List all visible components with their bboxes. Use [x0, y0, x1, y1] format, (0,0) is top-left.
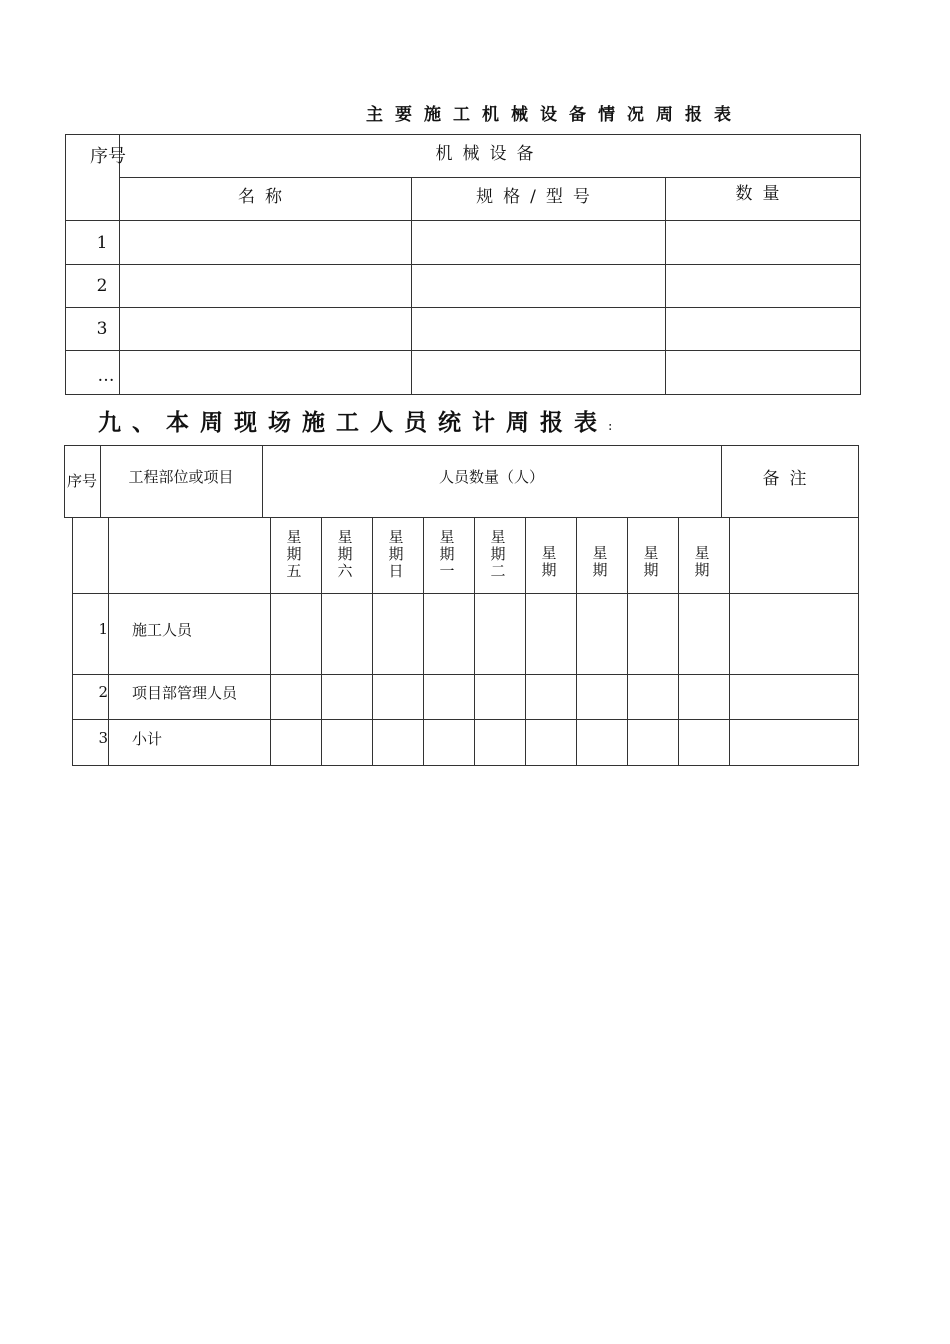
col-seq-header: 序号 — [66, 472, 97, 490]
day-header: 星期五 — [286, 528, 302, 580]
table1-title: 主要施工机械设备情况周报表 — [366, 105, 743, 125]
day-header: 星期日 — [388, 528, 404, 580]
col-qty-header: 数量 — [735, 183, 790, 204]
machinery-group-header: 机械设备 — [435, 143, 544, 164]
row-seq: 2 — [96, 276, 108, 296]
row-seq: 2 — [98, 683, 108, 701]
col-project-header: 工程部位或项目 — [128, 467, 234, 486]
row-name: 项目部管理人员 — [132, 683, 238, 702]
section-heading-text: 九、本周现场施工人员统计周报表 — [98, 409, 608, 436]
day-header: 星期 — [592, 544, 608, 579]
col-spec-header: 规格/型号 — [476, 186, 600, 207]
row-seq: 3 — [96, 319, 108, 339]
col-seq-header: 序号 — [90, 146, 126, 167]
day-header: 星期 — [643, 544, 659, 579]
row-name: 小计 — [132, 729, 163, 748]
row-name: 施工人员 — [132, 620, 193, 639]
col-count-header: 人员数量（人） — [438, 467, 544, 486]
day-header: 星期 — [541, 544, 557, 579]
col-name-header: 名称 — [238, 186, 292, 207]
col-remark-header: 备注 — [762, 468, 817, 489]
row-seq: 1 — [96, 232, 108, 253]
day-header: 星期六 — [337, 528, 353, 580]
day-header: 星期二 — [490, 528, 506, 580]
row-seq: 1 — [98, 620, 108, 638]
row-seq: 3 — [98, 729, 108, 747]
section-heading — [98, 404, 612, 437]
section-heading-colon: : — [608, 419, 613, 434]
day-header: 星期一 — [439, 528, 455, 580]
day-header: 星期 — [694, 544, 710, 579]
row-seq: … — [97, 366, 115, 386]
